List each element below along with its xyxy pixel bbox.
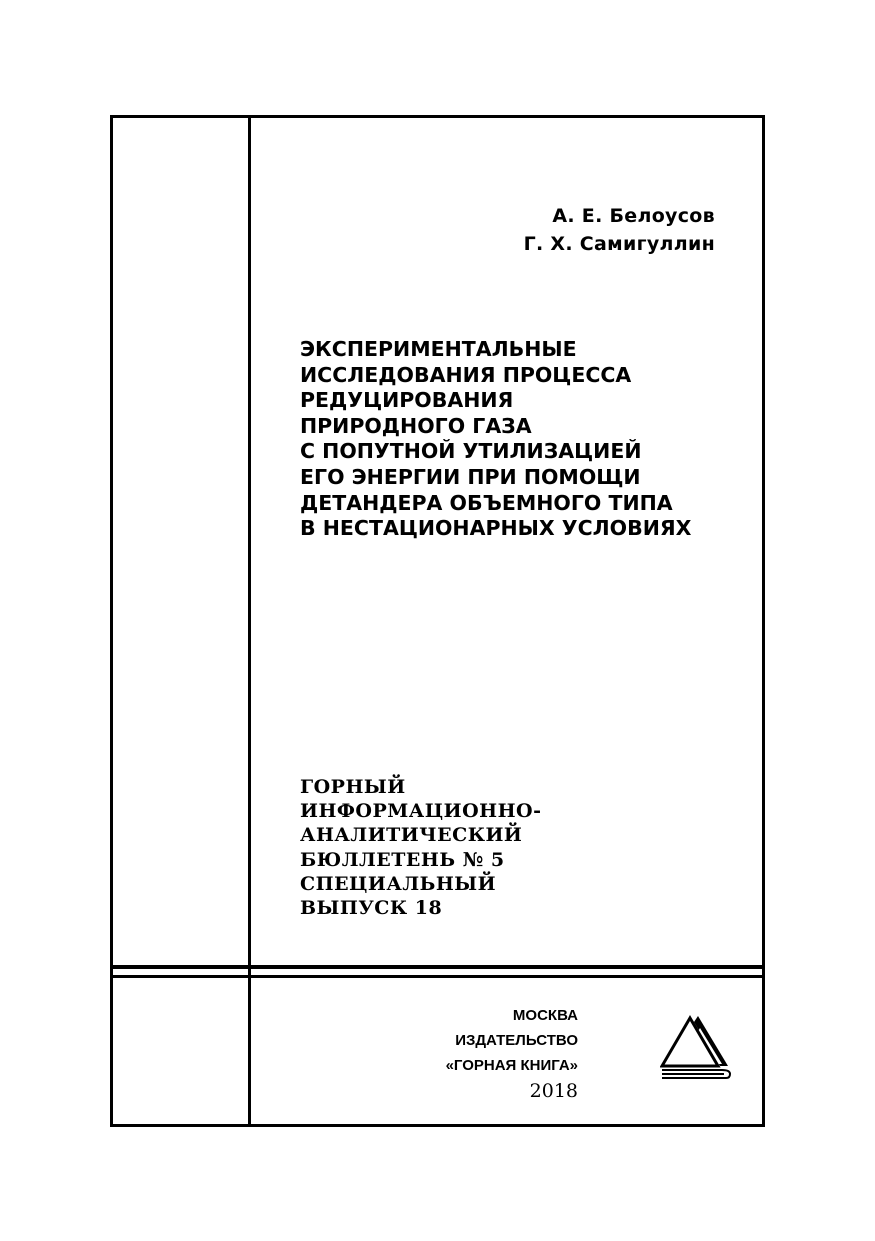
publisher-label: ИЗДАТЕЛЬСТВО: [455, 1032, 578, 1049]
authors: [524, 202, 715, 258]
title-line: ЭКСПЕРИМЕНТАЛЬНЫЕ: [300, 337, 577, 361]
series-line: АНАЛИТИЧЕСКИЙ: [300, 824, 523, 847]
title-line: РЕДУЦИРОВАНИЯ: [300, 388, 514, 413]
horizontal-rule-thin: [110, 975, 762, 978]
title-line: ДЕТАНДЕРА ОБЪЕМНОГО ТИПА: [300, 490, 673, 515]
author-name: А. Е. Белоусов: [552, 205, 715, 227]
author-name: Г. Х. Самигуллин: [523, 233, 715, 255]
publisher-name: «ГОРНАЯ КНИГА»: [445, 1057, 578, 1074]
book-title: [300, 337, 740, 542]
series-line: СПЕЦИАЛЬНЫЙ: [300, 872, 497, 895]
series-line: ИНФОРМАЦИОННО-: [300, 800, 542, 823]
publisher-city: МОСКВА: [512, 1007, 578, 1024]
series-line: БЮЛЛЕТЕНЬ № 5: [300, 848, 505, 871]
title-line: В НЕСТАЦИОНАРНЫХ УСЛОВИЯХ: [300, 516, 692, 541]
publisher-block: [400, 1003, 578, 1104]
series-name: [300, 775, 541, 920]
triangle-book-publisher-logo-icon: [660, 1012, 732, 1080]
series-line: ВЫПУСК 18: [300, 897, 443, 920]
title-line: ИССЛЕДОВАНИЯ ПРОЦЕССА: [300, 362, 632, 387]
series-line: ГОРНЫЙ: [300, 776, 406, 798]
horizontal-rule-thick: [110, 965, 762, 969]
title-line: ЕГО ЭНЕРГИИ ПРИ ПОМОЩИ: [300, 464, 641, 489]
publication-year: 2018: [529, 1080, 578, 1102]
title-line: ПРИРОДНОГО ГАЗА: [300, 413, 532, 438]
title-line: С ПОПУТНОЙ УТИЛИЗАЦИЕЙ: [300, 439, 642, 464]
